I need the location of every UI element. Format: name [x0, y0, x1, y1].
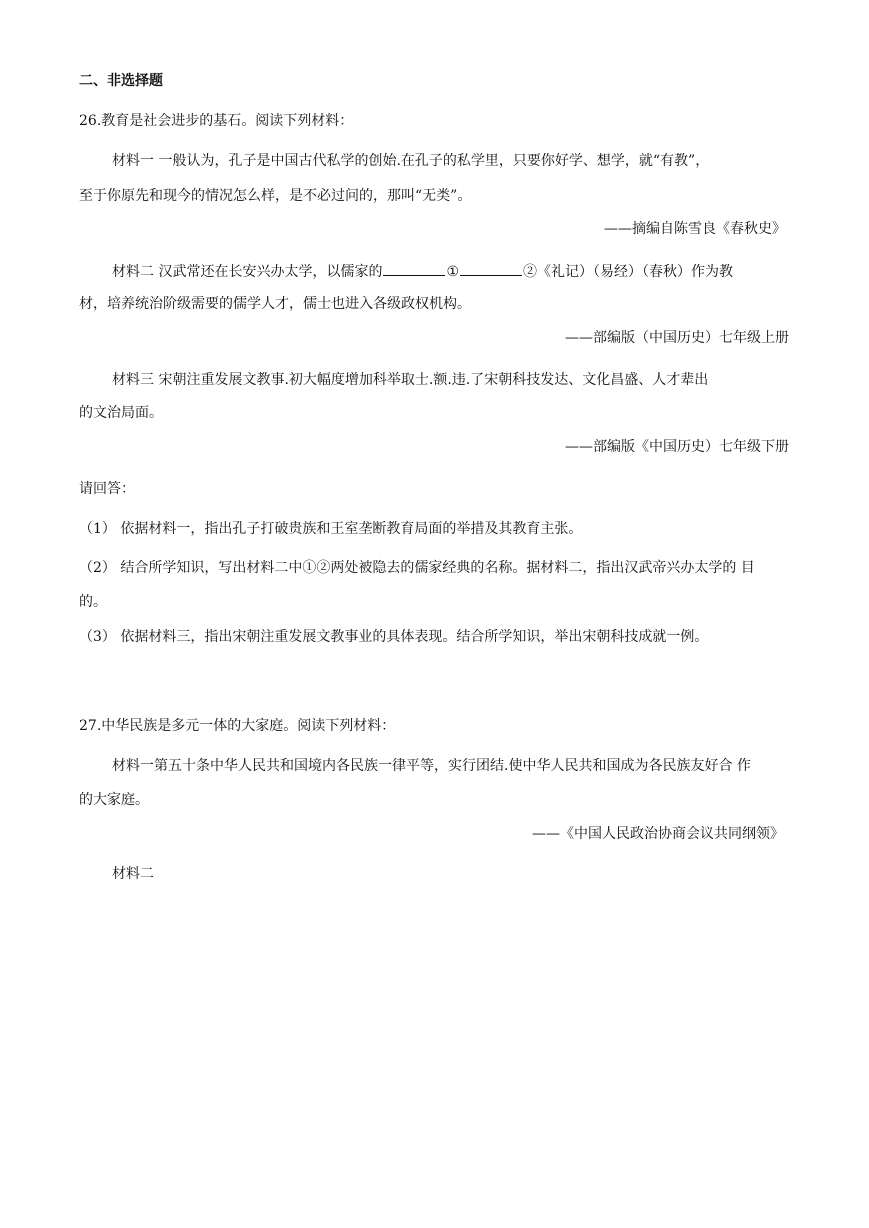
q26-material3-line1: 材料三 宋朝注重发展文教事.初大幅度增加科举取士.额.违.了宋朝科技发达、文化昌盛、人才辈出 [112, 372, 709, 388]
q26-material2-line2: 材，培养统治阶级需要的儒学人才，儒士也进入各级政权机构。 [79, 296, 471, 312]
q27-material1-line1: 材料一第五十条中华人民共和国境内各民族一律平等，实行团结.使中华人民共和国成为各民族友好合 作 [112, 758, 751, 774]
section-title: 二、非选择题 [79, 73, 163, 89]
q26-prompt: 请回答： [79, 481, 135, 497]
question-26-title: 26.教育是社会进步的基石。阅读下列材料： [79, 113, 354, 129]
q26-subquestion-2-line1: （2） 结合所学知识，写出材料二中①②两处被隐去的儒家经典的名称。据材料二，指出汉武帝兴办太学的 目 [79, 560, 755, 576]
q26-material1-line1: 材料一 一般认为，孔子是中国古代私学的创始.在孔子的私学里，只要你好学、想学，就“有教”， [112, 153, 710, 169]
q26-material2-source: ——部编版（中国历史）七年级上册 [565, 330, 789, 346]
q26-subquestion-1: （1） 依据材料一，指出孔子打破贵族和王室垄断教育局面的举措及其教育主张。 [79, 521, 583, 537]
blank-2[interactable] [460, 261, 522, 276]
blank-1[interactable] [383, 261, 445, 276]
q26-material1-source: ——摘编自陈雪良《春秋史》 [604, 221, 786, 237]
q26-material1-line2: 至于你原先和现今的情况怎么样，是不必过问的，那叫“无类”。 [79, 188, 472, 204]
q26-subquestion-3: （3） 依据材料三，指出宋朝注重发展文教事业的具体表现。结合所学知识，举出宋朝科技成就一例。 [79, 629, 709, 645]
q26-material2-line1 [112, 261, 733, 282]
q27-material2-label: 材料二 [112, 866, 154, 882]
q26-material2-mark1: ① [446, 264, 460, 280]
q26-material3-line2: 的文治局面。 [79, 405, 163, 421]
q27-material1-line2: 的大家庭。 [79, 792, 149, 808]
q26-material2-text-a: 材料二 汉武常还在长安兴办太学，以儒家的 [112, 264, 383, 280]
q26-material2-text-b: ②《礼记）（易经）（春秋）作为教 [523, 264, 734, 280]
q26-subquestion-2-line2: 的。 [79, 594, 107, 610]
q26-material3-source: ——部编版《中国历史）七年级下册 [565, 439, 789, 455]
question-27-title: 27.中华民族是多元一体的大家庭。阅读下列材料： [79, 718, 396, 734]
q27-material1-source: ——《中国人民政治协商会议共同纲领》 [532, 826, 784, 842]
